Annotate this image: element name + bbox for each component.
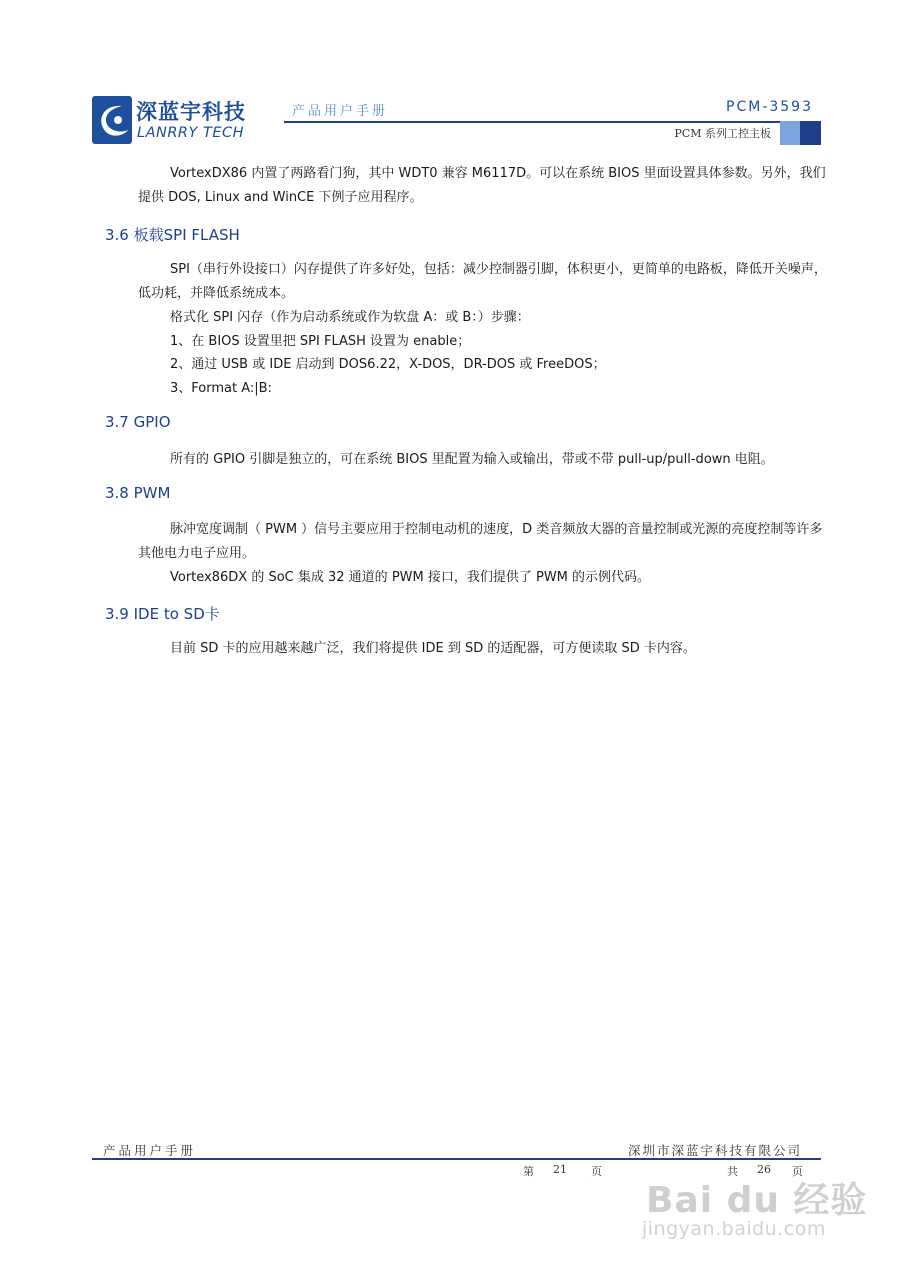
footer-divider <box>92 1158 821 1160</box>
sd-paragraph: 目前 SD 卡的应用越来越广泛，我们将提供 IDE 到 SD 的适配器，可方便读取 SD 卡内容。 <box>170 641 696 656</box>
pwm-paragraph: 脉冲宽度调制（ PWM ）信号主要应用于控制电动机的速度，D 类音频放大器的音量控制或光源的亮度控制等许多其他电力电子应用。 <box>138 522 823 561</box>
spi-step-2: 2、通过 USB 或 IDE 启动到 DOS6.22，X-DOS，DR-DOS 或 FreeDOS； <box>170 357 606 372</box>
section-heading-3-9: 3.9 IDE to SD卡 <box>105 605 220 623</box>
page-prefix: 第 <box>523 1165 534 1178</box>
total-prefix: 共 <box>727 1165 738 1178</box>
page-number: 21 <box>553 1163 567 1176</box>
spi-step-3: 3、Format A:|B: <box>170 381 272 396</box>
section-heading-3-7: 3.7 GPIO <box>105 413 171 431</box>
baidu-watermark <box>640 1172 868 1247</box>
header-divider <box>284 121 780 123</box>
watchdog-paragraph: VortexDX86 内置了两路看门狗，其中 WDT0 兼容 M6117D。可以在系统 BIOS 里面设置具体参数。另外，我们提供 DOS, Linux and WinCE 下例子应用程序。 <box>138 166 826 205</box>
pwm-soc-paragraph: Vortex86DX 的 SoC 集成 32 通道的 PWM 接口，我们提供了 PWM 的示例代码。 <box>170 570 651 585</box>
section-heading-3-6: 3.6 板载SPI FLASH <box>105 226 240 244</box>
footer-manual-title: 产品用户手册 <box>103 1143 197 1158</box>
footer-company-name: 深圳市深蓝宇科技有限公司 <box>627 1143 802 1158</box>
logo-english-name: LANRRY TECH <box>137 125 245 141</box>
header-subtitle: PCM 系列工控主板 <box>674 127 771 140</box>
logo-chinese-name: 深蓝宇科技 <box>136 100 246 124</box>
spi-format-intro: 格式化 SPI 闪存（作为启动系统或作为软盘 A：或 B：）步骤： <box>170 310 530 325</box>
page-suffix: 页 <box>591 1165 602 1178</box>
header-manual-title: 产品用户手册 <box>292 104 389 119</box>
total-pages: 26 <box>757 1163 771 1176</box>
spi-step-1: 1、在 BIOS 设置里把 SPI FLASH 设置为 enable； <box>170 334 471 349</box>
watermark-url: jingyan.baidu.com <box>642 1218 826 1240</box>
header-accent-block-dark <box>800 121 821 145</box>
total-suffix: 页 <box>792 1165 803 1178</box>
company-logo <box>92 96 262 146</box>
gpio-paragraph: 所有的 GPIO 引脚是独立的，可在系统 BIOS 里配置为输入或输出，带或不带 pull-up/pull-down 电阻。 <box>170 452 774 467</box>
section-heading-3-8: 3.8 PWM <box>105 484 171 502</box>
header-accent-block-light <box>780 121 800 145</box>
header-model-number: PCM-3593 <box>726 99 813 115</box>
logo-mark-icon <box>92 96 132 144</box>
watermark-brand: Bai du 经验 <box>646 1180 868 1221</box>
spi-intro-paragraph: SPI（串行外设接口）闪存提供了许多好处，包括：减少控制器引脚，体积更小，更简单的电路板，降低开关噪声，低功耗，并降低系统成本。 <box>138 262 827 301</box>
